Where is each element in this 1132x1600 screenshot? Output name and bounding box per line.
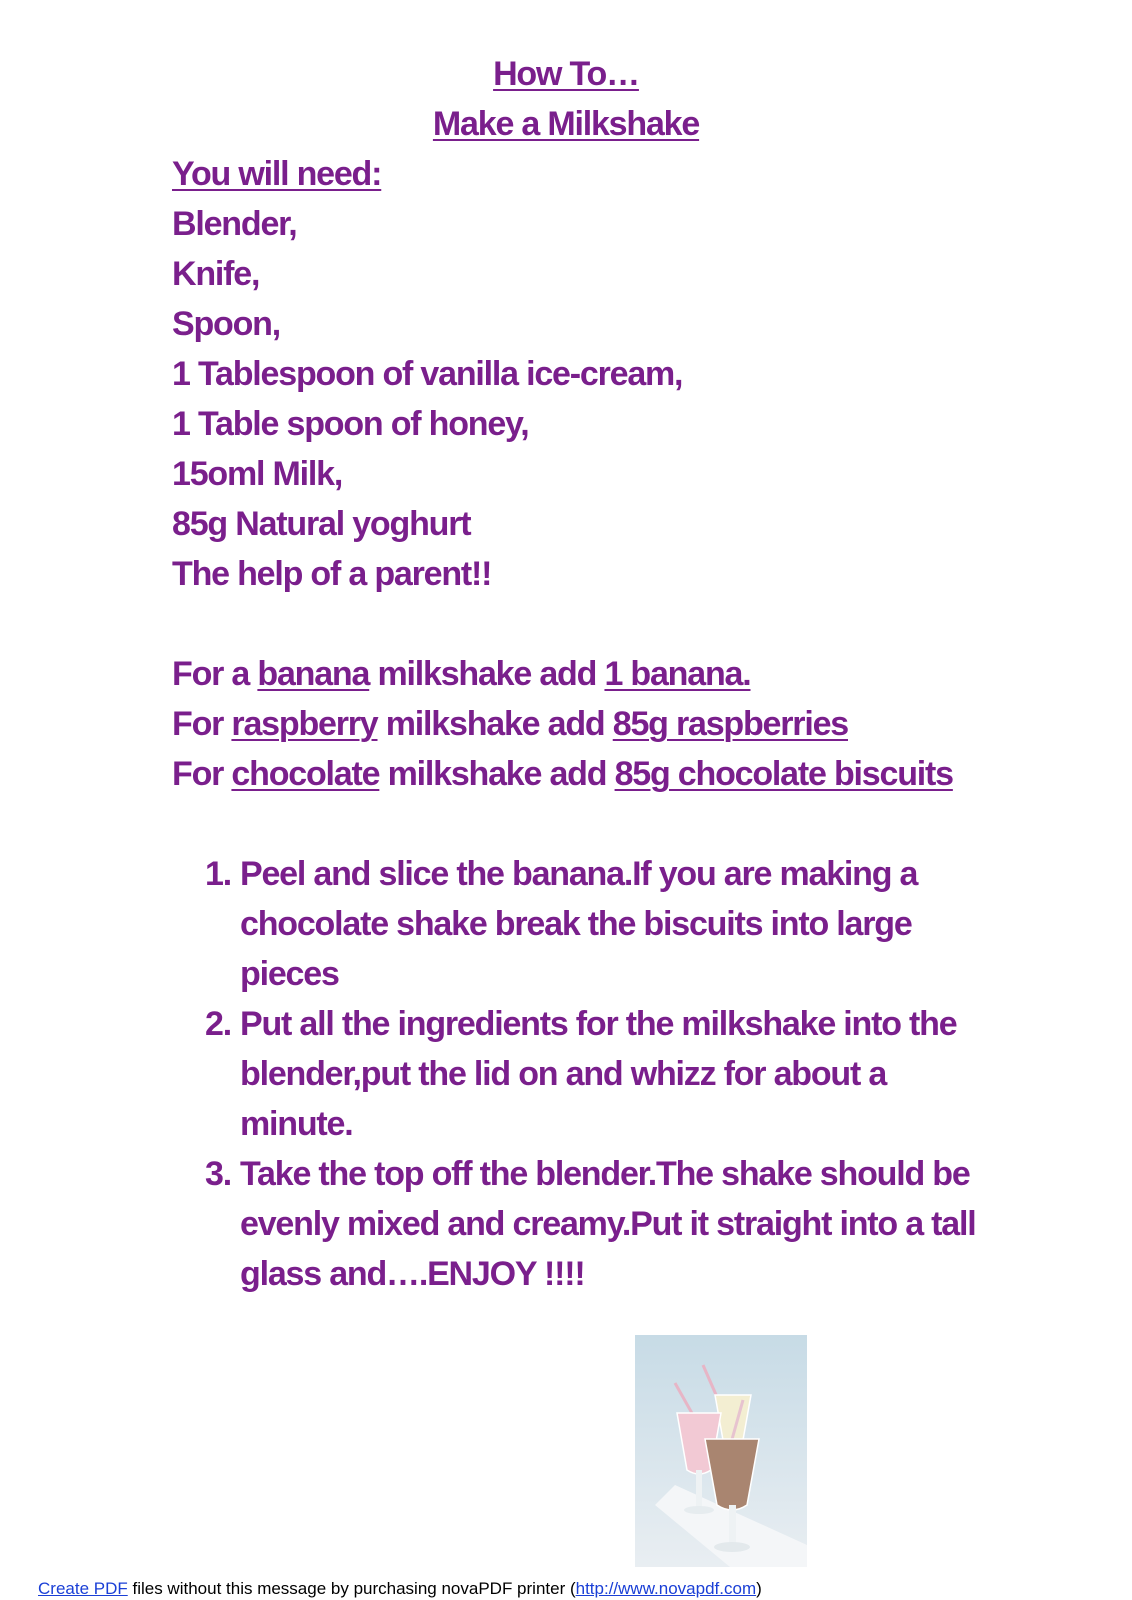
need-item: Spoon, — [172, 305, 280, 343]
step-text: glass and….ENJOY !!!! — [240, 1255, 585, 1293]
variant-raspberry: For raspberry milkshake add 85g raspberries — [172, 705, 848, 743]
need-item: 15oml Milk, — [172, 455, 343, 493]
need-item: 85g Natural yoghurt — [172, 505, 471, 543]
footer-message: Create PDF files without this message by purchasing novaPDF printer (http://www.novapdf.com) — [38, 1579, 762, 1598]
step-2 — [205, 1005, 956, 1044]
title-line-1: How To… — [493, 55, 639, 93]
milkshake-photo — [635, 1335, 807, 1567]
step-text: chocolate shake break the biscuits into large — [240, 905, 912, 943]
step-text: pieces — [240, 955, 339, 993]
need-item: 1 Tablespoon of vanilla ice-cream, — [172, 355, 683, 393]
title-line-2: Make a Milkshake — [432, 105, 700, 143]
variant-banana: For a banana milkshake add 1 banana. — [172, 655, 751, 693]
step-text: minute. — [240, 1105, 353, 1143]
step-text: blender,put the lid on and whizz for about a — [240, 1055, 887, 1093]
variant-chocolate: For chocolate milkshake add 85g chocolate biscuits — [172, 755, 953, 793]
step-3 — [205, 1155, 970, 1194]
step-number: 3. — [205, 1155, 231, 1193]
step-text: Take the top off the blender.The shake should be — [240, 1155, 970, 1193]
need-item: Knife, — [172, 255, 260, 293]
need-item: Blender, — [172, 205, 297, 243]
step-1 — [205, 855, 917, 894]
need-item: The help of a parent!! — [172, 555, 492, 593]
step-text: Put all the ingredients for the milkshake into the — [240, 1005, 957, 1043]
step-text: evenly mixed and creamy.Put it straight into a tall — [240, 1205, 976, 1243]
create-pdf-link[interactable]: Create PDF — [38, 1579, 128, 1598]
step-number: 2. — [205, 1005, 231, 1043]
need-item: 1 Table spoon of honey, — [172, 405, 529, 443]
step-number: 1. — [205, 855, 231, 893]
step-text: Peel and slice the banana.If you are making a — [240, 855, 918, 893]
needs-heading: You will need: — [172, 155, 382, 193]
novapdf-link[interactable]: http://www.novapdf.com — [575, 1579, 757, 1598]
